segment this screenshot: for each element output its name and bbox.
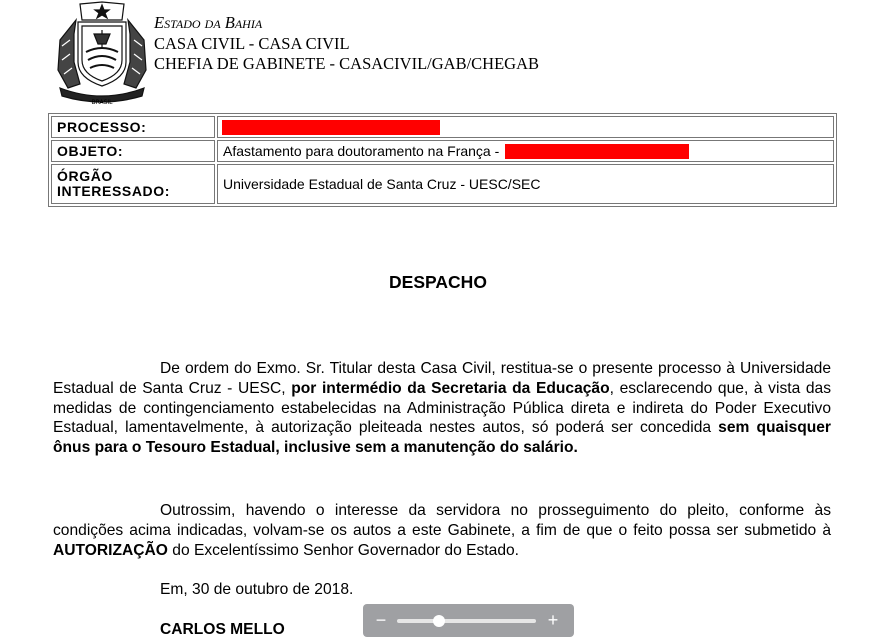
p2-bold: AUTORIZAÇÃO	[53, 541, 168, 559]
zoom-in-button[interactable]: +	[547, 610, 559, 630]
p2-text: do Excelentíssimo Senhor Governador do Estado.	[167, 541, 519, 559]
p1-text: , esclarecendo que, à vista das medidas de contingenciamento estabelecidas na Administração Pública direta e indireta do Poder Executivo Estadual, lamentavelmente, à autorização pleiteada nestes autos, só poderá ser concedida	[53, 379, 831, 437]
table-row	[51, 140, 834, 162]
orgao-label	[51, 164, 215, 204]
state-name: Estado da Bahia	[154, 13, 263, 32]
department-name: CHEFIA DE GABINETE - CASACIVIL/GAB/CHEGAB	[154, 54, 539, 73]
zoom-slider[interactable]	[397, 619, 536, 623]
processo-label: PROCESSO:	[51, 116, 215, 138]
process-info-table	[48, 113, 837, 207]
orgao-label-line1: ÓRGÃO	[57, 168, 113, 184]
document-header	[48, 0, 648, 110]
bahia-coat-of-arms-icon	[50, 0, 154, 106]
objeto-value: Afastamento para doutoramento na França -	[223, 142, 500, 159]
seal-caption: BRASIL	[91, 99, 113, 106]
header-text	[154, 13, 539, 75]
paragraph-2	[53, 501, 831, 560]
table-row	[51, 164, 834, 204]
orgao-label-line2: INTERESSADO:	[57, 183, 170, 199]
zoom-control	[363, 604, 574, 637]
agency-name: CASA CIVIL - CASA CIVIL	[154, 33, 350, 53]
redaction-bar	[505, 144, 689, 159]
redaction-bar	[222, 120, 440, 135]
objeto-cell	[217, 140, 834, 162]
document-title: DESPACHO	[389, 272, 487, 292]
zoom-out-button[interactable]: −	[375, 610, 387, 630]
p1-text: De ordem do Exmo. Sr. Titular desta Casa Civil, restitua-se o presente processo à Universidade Estadual de Santa Cruz - UESC,	[53, 360, 831, 397]
zoom-slider-handle[interactable]	[433, 615, 445, 627]
orgao-value: Universidade Estadual de Santa Cruz - UESC/SEC	[217, 164, 834, 204]
signatory-name: CARLOS MELLO	[160, 621, 285, 638]
processo-value	[217, 116, 834, 138]
p1-bold: por intermédio da Secretaria da Educação	[291, 379, 610, 397]
objeto-label: OBJETO:	[51, 140, 215, 162]
paragraph-1	[53, 359, 831, 458]
p1-bold: sem quaisquer ônus para o Tesouro Estadual, inclusive sem a manutenção do salário.	[53, 419, 832, 457]
p2-text: Outrossim, havendo o interesse da servidora no prosseguimento do pleito, conforme às condições acima indicadas, volvam-se os autos a este Gabinete, a fim de que o feito possa ser submetido à	[53, 502, 831, 539]
document-date: Em, 30 de outubro de 2018.	[160, 581, 354, 598]
table-row	[51, 116, 834, 138]
